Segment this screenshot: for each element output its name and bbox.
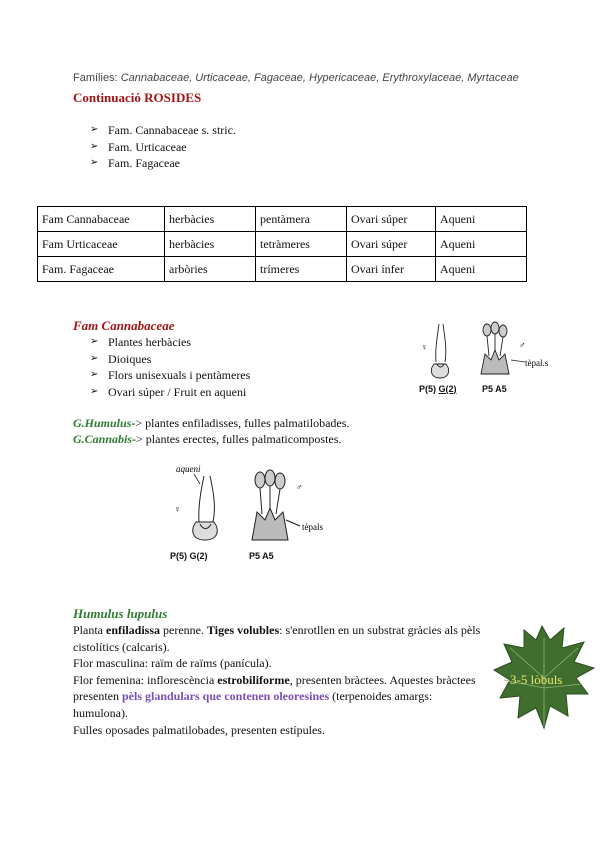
paragraph: Flor femenina: inflorescència estrobiliforme, presenten bràctees. Aquestes bràctees presenten pèls glandulars que contenen oleoresines (terpenoides amargs: humulona). [73, 672, 476, 720]
cannabaceae-title: Fam Cannabaceae [73, 318, 175, 333]
female-symbol: ♀ [421, 342, 428, 352]
table-cell: Fam. Fagaceae [38, 257, 165, 282]
families-bullet-list [90, 122, 236, 172]
table-cell: Ovari súper [347, 207, 436, 232]
humulus-title: Humulus lupulus [73, 606, 168, 621]
male-flower-drawing [481, 322, 509, 374]
arrow-bullet-icon: ➢ [90, 385, 99, 397]
paragraph: Flor masculina: raïm de raïms (panícula). [73, 656, 272, 671]
humulus-genus-name: G.Humulus [73, 416, 132, 430]
list-item: ➢ Fam. Urticaceae [90, 139, 187, 154]
list-item: ➢ Fam. Fagaceae [90, 156, 180, 170]
cannabis-genus-line: G.Cannabis-> plantes erectes, fulles palmaticompostes. [73, 432, 342, 446]
paragraph: Fulles oposades palmatilobades, presenten estípules. [73, 722, 325, 737]
male-symbol: ♂ [519, 340, 526, 350]
paragraph: Planta enfiladissa perenne. Tiges volubles: s'enrotllen en un substrat gràcies als pèls cistolítics (calcaris). [73, 623, 481, 654]
tepals-label-large: tèpals [302, 522, 323, 532]
table-cell: Ovari súper [347, 232, 436, 257]
table-row [38, 257, 527, 282]
list-item: ➢ Fam. Cannabaceae s. stric. [90, 123, 236, 137]
arrow-bullet-icon: ➢ [90, 124, 99, 135]
tepals-label-small: tèpal.s [525, 358, 549, 368]
tepals-arrow-icon [286, 520, 300, 526]
families-list: Cannabaceae, Urticaceae, Fagaceae, Hypericaceae, Erythroxylaceae, Myrtaceae [120, 72, 519, 84]
arrow-bullet-icon: ➢ [90, 336, 99, 347]
hop-leaf-image [490, 618, 600, 740]
arrow-bullet-icon: ➢ [90, 140, 99, 152]
female-flower-drawing-large [193, 476, 217, 540]
arrow-bullet-icon: ➢ [90, 157, 99, 168]
table-cell: Aqueni [436, 232, 527, 257]
list-item: ➢ Ovari súper / Fruit en aqueni [90, 384, 247, 399]
female-flower-drawing [431, 324, 448, 378]
female-formula-small: P(5) G(2) [419, 384, 457, 394]
table-cell: Fam Urticaceae [38, 232, 165, 257]
table-cell: pentàmera [256, 207, 347, 232]
female-symbol-large: ♀ [174, 504, 181, 514]
arrow-bullet-icon: ➢ [90, 369, 99, 380]
cannabaceae-bullet-list [90, 334, 250, 400]
table-cell: Aqueni [436, 207, 527, 232]
table-row [38, 232, 527, 257]
humulus-description [73, 622, 483, 738]
aqueni-label: aqueni [176, 464, 201, 474]
table-row [38, 207, 527, 232]
male-formula-large: P5 A5 [249, 551, 274, 561]
section-title: Continuació ROSIDES [73, 90, 202, 105]
list-item: ➢ Flors unisexuals i pentàmeres [90, 368, 251, 382]
cannabaceae-flower-illustration-large [170, 462, 340, 550]
leaf-lobes-label: 3-5 lòbuls [510, 672, 563, 687]
cannabis-genus-name: G.Cannabis [73, 432, 133, 446]
male-flower-drawing-large [252, 470, 288, 540]
female-formula-large: P(5) G(2) [170, 551, 208, 561]
table-cell: Aqueni [436, 257, 527, 282]
male-symbol-large: ♂ [296, 482, 303, 492]
families-label: Famílies: [73, 72, 118, 84]
table-cell: Fam Cannabaceae [38, 207, 165, 232]
humulus-genus-line: G.Humulus-> plantes enfiladisses, fulles palmatilobades. [73, 416, 350, 430]
table-cell: herbàcies [165, 207, 256, 232]
table-cell: Ovari ínfer [347, 257, 436, 282]
list-item: ➢ Plantes herbàcies [90, 335, 191, 349]
male-formula-small: P5 A5 [482, 384, 507, 394]
table-cell: herbàcies [165, 232, 256, 257]
arrow-bullet-icon: ➢ [90, 352, 99, 364]
family-comparison-table [37, 206, 527, 282]
list-item: ➢ Dioiques [90, 351, 152, 366]
families-line [73, 72, 519, 84]
table-cell: arbòries [165, 257, 256, 282]
tepals-pointer-icon [511, 360, 525, 362]
table-cell: tetràmeres [256, 232, 347, 257]
table-cell: trímeres [256, 257, 347, 282]
